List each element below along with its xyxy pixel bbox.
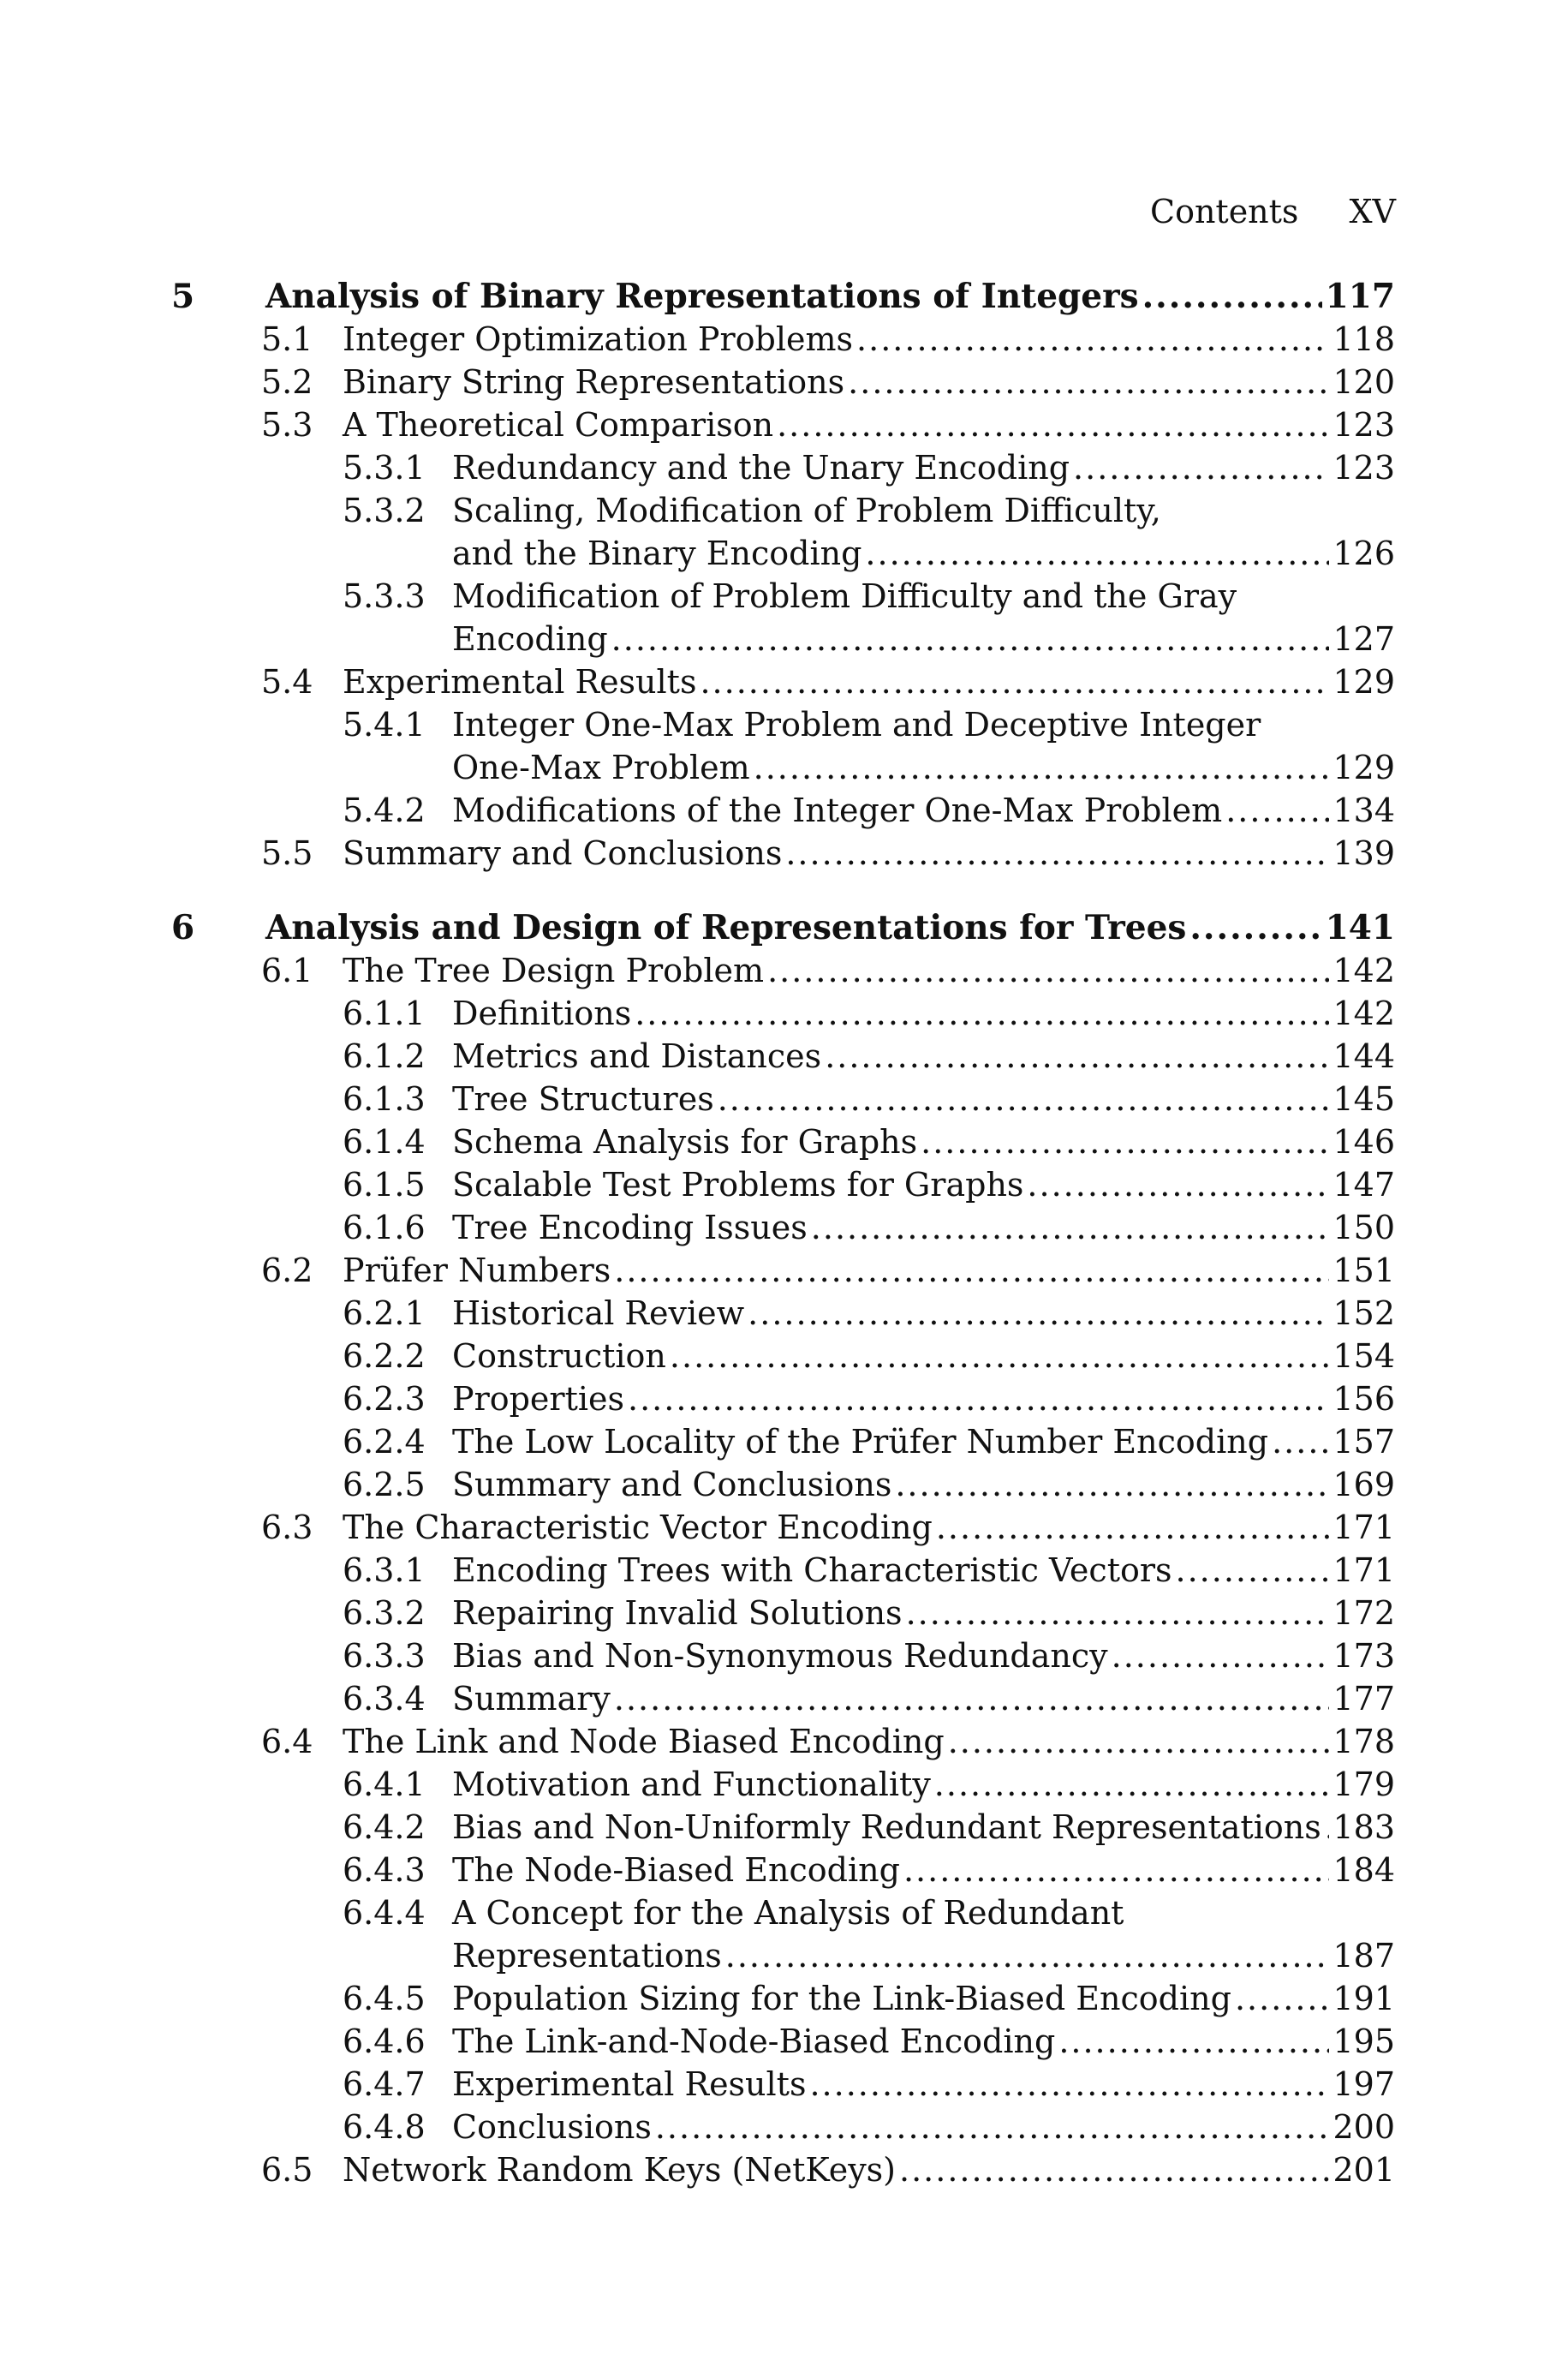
entry-page-number: 156 (1333, 1380, 1395, 1418)
entry-line (452, 2063, 1395, 2106)
entry-title: Prüfer Numbers (343, 1252, 611, 1289)
entry-line (452, 1377, 1395, 1420)
entry-page-number: 145 (1333, 1080, 1395, 1118)
entry-line (452, 992, 1395, 1035)
entry-line (265, 275, 1395, 318)
entry-number: 5.3.3 (343, 577, 426, 615)
entry-title: The Node-Biased Encoding (452, 1851, 900, 1889)
entry-page-number: 126 (1333, 535, 1395, 572)
entry-line (452, 1463, 1395, 1506)
entry-number: 6.4.3 (343, 1851, 426, 1889)
dot-leader (895, 1463, 1329, 1506)
entry-line (452, 2106, 1395, 2148)
entry-line (343, 949, 1395, 992)
entry-page-number: 195 (1333, 2022, 1395, 2060)
entry-page-number: 147 (1333, 1166, 1395, 1204)
entry-line (343, 1506, 1395, 1549)
section-entry (0, 949, 1568, 992)
entry-line (343, 2148, 1395, 2191)
dot-leader (785, 832, 1329, 875)
dot-leader (777, 403, 1329, 446)
entry-title: Summary and Conclusions (452, 1466, 892, 1503)
subsection-entry (0, 1634, 1568, 1677)
dot-leader (1058, 2020, 1329, 2063)
dot-leader (611, 618, 1330, 660)
entry-line (452, 1420, 1395, 1463)
section-entry (0, 1506, 1568, 1549)
entry-page-number: 201 (1333, 2151, 1395, 2189)
entry-line (452, 1763, 1395, 1806)
subsection-entry (0, 1120, 1568, 1163)
entry-page-number: 120 (1333, 363, 1395, 401)
dot-leader (628, 1377, 1329, 1420)
dot-leader (670, 1335, 1330, 1377)
entry-number: 6.4.2 (343, 1808, 426, 1846)
subsection-entry (0, 2020, 1568, 2063)
subsection-entry (0, 532, 1568, 575)
entry-number: 6.4.6 (343, 2022, 426, 2060)
entry-number: 6.2.2 (343, 1337, 426, 1375)
entry-title: Bias and Non-Uniformly Redundant Representations (452, 1808, 1321, 1846)
dot-leader (754, 746, 1330, 789)
entry-number: 5.3 (261, 406, 313, 444)
entry-page-number: 171 (1333, 1551, 1395, 1589)
entry-title: Redundancy and the Unary Encoding (452, 449, 1070, 487)
entry-line (452, 1549, 1395, 1592)
entry-number: 5.5 (261, 834, 313, 872)
entry-number: 6.4.5 (343, 1980, 426, 2017)
dot-leader (718, 1078, 1330, 1120)
entry-title: The Link and Node Biased Encoding (343, 1723, 945, 1760)
subsection-entry (0, 1977, 1568, 2020)
entry-number: 6.2 (261, 1252, 313, 1289)
entry-title: Bias and Non-Synonymous Redundancy (452, 1637, 1108, 1675)
entry-title: The Tree Design Problem (343, 952, 765, 989)
entry-number: 5 (171, 277, 195, 316)
entry-line (265, 906, 1395, 949)
dot-leader (825, 1035, 1329, 1078)
entry-page-number: 183 (1333, 1808, 1395, 1846)
subsection-entry (0, 992, 1568, 1035)
entry-page-number: 191 (1333, 1980, 1395, 2017)
entry-title: The Link-and-Node-Biased Encoding (452, 2022, 1056, 2060)
dot-leader (1272, 1420, 1329, 1463)
entry-number: 6.2.3 (343, 1380, 426, 1418)
subsection-entry (0, 1463, 1568, 1506)
entry-page-number: 117 (1325, 277, 1395, 316)
subsection-entry (0, 618, 1568, 660)
section-entry (0, 1249, 1568, 1292)
entry-page-number: 151 (1333, 1252, 1395, 1289)
entry-page-number: 144 (1333, 1037, 1395, 1075)
section-entry (0, 318, 1568, 361)
entry-page-number: 178 (1333, 1723, 1395, 1760)
entry-title: Schema Analysis for Graphs (452, 1123, 918, 1161)
entry-line (452, 489, 1395, 532)
entry-title: Metrics and Distances (452, 1037, 822, 1075)
dot-leader (936, 1506, 1330, 1549)
entry-number: 5.4.2 (343, 792, 426, 829)
entry-line (452, 1677, 1395, 1720)
entry-line (452, 1934, 1395, 1977)
entry-number: 6.4 (261, 1723, 313, 1760)
entry-line (452, 1078, 1395, 1120)
entry-number: 6.1.3 (343, 1080, 426, 1118)
dot-leader (811, 1206, 1330, 1249)
entry-line (452, 2020, 1395, 2063)
running-header-label: Contents (1150, 193, 1299, 230)
dot-leader (809, 2063, 1329, 2106)
entry-page-number: 200 (1333, 2108, 1395, 2146)
subsection-entry (0, 1849, 1568, 1891)
entry-number: 6.1.6 (343, 1209, 426, 1246)
dot-leader (635, 992, 1329, 1035)
entry-page-number: 150 (1333, 1209, 1395, 1246)
page-number: XV (1349, 193, 1396, 230)
entry-title: Scalable Test Problems for Graphs (452, 1166, 1024, 1204)
entry-page-number: 179 (1333, 1766, 1395, 1803)
entry-title: Network Random Keys (NetKeys) (343, 2151, 896, 2189)
dot-leader (899, 2148, 1329, 2191)
entry-title: A Theoretical Comparison (343, 406, 774, 444)
subsection-entry (0, 1035, 1568, 1078)
entry-page-number: 142 (1333, 995, 1395, 1032)
entry-title: and the Binary Encoding (452, 535, 862, 572)
entry-number: 6.1 (261, 952, 313, 989)
entry-number: 5.4 (261, 663, 313, 701)
entry-page-number: 187 (1333, 1937, 1395, 1975)
entry-line (452, 1163, 1395, 1206)
subsection-entry (0, 703, 1568, 746)
entry-line (343, 318, 1395, 361)
dot-leader (921, 1120, 1329, 1163)
entry-page-number: 177 (1333, 1680, 1395, 1718)
entry-number: 5.1 (261, 320, 313, 358)
entry-line (343, 361, 1395, 403)
entry-page-number: 123 (1333, 406, 1395, 444)
dot-leader (1225, 789, 1329, 832)
entry-page-number: 184 (1333, 1851, 1395, 1889)
entry-title: Properties (452, 1380, 625, 1418)
entry-title: Motivation and Functionality (452, 1766, 931, 1803)
dot-leader (725, 1934, 1330, 1977)
entry-page-number: 129 (1333, 663, 1395, 701)
entry-page-number: 139 (1333, 834, 1395, 872)
entry-number: 6.1.5 (343, 1166, 426, 1204)
dot-leader (1235, 1977, 1330, 2020)
entry-title: Binary String Representations (343, 363, 845, 401)
subsection-entry (0, 2063, 1568, 2106)
entry-page-number: 152 (1333, 1294, 1395, 1332)
entry-page-number: 173 (1333, 1637, 1395, 1675)
entry-page-number: 197 (1333, 2065, 1395, 2103)
dot-leader (848, 361, 1329, 403)
entry-line (452, 1120, 1395, 1163)
entry-line (452, 1634, 1395, 1677)
entry-line (452, 1335, 1395, 1377)
entry-line (343, 1720, 1395, 1763)
subsection-entry (0, 575, 1568, 618)
dot-leader (1112, 1634, 1330, 1677)
entry-title: Representations (452, 1937, 722, 1975)
dot-leader (614, 1249, 1329, 1292)
dot-leader (614, 1677, 1330, 1720)
subsection-entry (0, 1806, 1568, 1849)
entry-number: 6 (171, 908, 195, 947)
dot-leader (1073, 446, 1329, 489)
entry-number: 6.4.7 (343, 2065, 426, 2103)
dot-leader (700, 660, 1329, 703)
entry-line (343, 832, 1395, 875)
entry-line (343, 403, 1395, 446)
entry-number: 6.4.4 (343, 1894, 426, 1932)
entry-page-number: 154 (1333, 1337, 1395, 1375)
entry-title: Encoding Trees with Characteristic Vectors (452, 1551, 1172, 1589)
entry-page-number: 169 (1333, 1466, 1395, 1503)
dot-leader (767, 949, 1329, 992)
subsection-entry (0, 1377, 1568, 1420)
entry-page-number: 127 (1333, 620, 1395, 658)
subsection-entry (0, 1292, 1568, 1335)
dot-leader (856, 318, 1329, 361)
entry-title: Repairing Invalid Solutions (452, 1594, 903, 1632)
dot-leader (1189, 906, 1321, 949)
subsection-entry (0, 789, 1568, 832)
entry-title: Tree Structures (452, 1080, 714, 1118)
entry-number: 6.2.4 (343, 1423, 426, 1461)
entry-number: 6.4.1 (343, 1766, 426, 1803)
entry-number: 6.3 (261, 1509, 313, 1546)
entry-title: Tree Encoding Issues (452, 1209, 808, 1246)
subsection-entry (0, 1206, 1568, 1249)
entry-page-number: 123 (1333, 449, 1395, 487)
subsection-entry (0, 1420, 1568, 1463)
entry-line (452, 1977, 1395, 2020)
entry-page-number: 146 (1333, 1123, 1395, 1161)
entry-title: Modification of Problem Difficulty and the Gray (452, 577, 1237, 615)
entry-title: The Characteristic Vector Encoding (343, 1509, 933, 1546)
subsection-entry (0, 2106, 1568, 2148)
entry-number: 6.2.1 (343, 1294, 426, 1332)
section-entry (0, 832, 1568, 875)
section-entry (0, 660, 1568, 703)
entry-title: Historical Review (452, 1294, 745, 1332)
entry-title: Integer One-Max Problem and Deceptive Integer (452, 706, 1261, 744)
entry-title: Encoding (452, 620, 608, 658)
dot-leader (948, 1720, 1330, 1763)
entry-number: 5.3.2 (343, 492, 426, 529)
entry-number: 6.1.1 (343, 995, 426, 1032)
section-entry (0, 403, 1568, 446)
subsection-entry (0, 1163, 1568, 1206)
entry-number: 5.4.1 (343, 706, 426, 744)
entry-page-number: 171 (1333, 1509, 1395, 1546)
entry-title: Experimental Results (452, 2065, 807, 2103)
entry-line (452, 618, 1395, 660)
entry-line (452, 446, 1395, 489)
dot-leader (1325, 1806, 1330, 1849)
entry-line (452, 1891, 1395, 1934)
entry-number: 6.3.3 (343, 1637, 426, 1675)
entry-line (452, 1592, 1395, 1634)
entry-line (452, 532, 1395, 575)
subsection-entry (0, 1677, 1568, 1720)
entry-line (452, 575, 1395, 618)
entry-title: Modifications of the Integer One-Max Problem (452, 792, 1223, 829)
section-entry (0, 1720, 1568, 1763)
entry-title: Population Sizing for the Link-Biased Encoding (452, 1980, 1231, 2017)
entry-line (452, 789, 1395, 832)
entry-title: Scaling, Modification of Problem Difficulty, (452, 492, 1161, 529)
entry-title: Experimental Results (343, 663, 697, 701)
entry-line (452, 1806, 1395, 1849)
entry-number: 6.4.8 (343, 2108, 426, 2146)
dot-leader (1027, 1163, 1329, 1206)
dot-leader (1142, 275, 1322, 318)
entry-number: 6.5 (261, 2151, 313, 2189)
subsection-entry (0, 489, 1568, 532)
subsection-entry (0, 446, 1568, 489)
dot-leader (903, 1849, 1330, 1891)
dot-leader (748, 1292, 1329, 1335)
chapter-entry (0, 906, 1568, 949)
subsection-entry (0, 1891, 1568, 1934)
entry-page-number: 142 (1333, 952, 1395, 989)
entry-title: Definitions (452, 995, 632, 1032)
dot-leader (906, 1592, 1330, 1634)
subsection-entry (0, 1934, 1568, 1977)
entry-title: Analysis and Design of Representations for Trees (265, 908, 1187, 947)
entry-number: 6.3.2 (343, 1594, 426, 1632)
entry-line (343, 1249, 1395, 1292)
subsection-entry (0, 1078, 1568, 1120)
subsection-entry (0, 1763, 1568, 1806)
entry-title: A Concept for the Analysis of Redundant (452, 1894, 1124, 1932)
entry-page-number: 134 (1333, 792, 1395, 829)
dot-leader (865, 532, 1329, 575)
dot-leader (655, 2106, 1330, 2148)
subsection-entry (0, 1592, 1568, 1634)
entry-number: 6.1.4 (343, 1123, 426, 1161)
entry-line (452, 1206, 1395, 1249)
entry-title: The Low Locality of the Prüfer Number Encoding (452, 1423, 1269, 1461)
entry-number: 6.2.5 (343, 1466, 426, 1503)
section-entry (0, 2148, 1568, 2191)
entry-title: Integer Optimization Problems (343, 320, 854, 358)
entry-title: One-Max Problem (452, 749, 750, 786)
entry-line (452, 1292, 1395, 1335)
entry-page-number: 157 (1333, 1423, 1395, 1461)
entry-page-number: 172 (1333, 1594, 1395, 1632)
entry-number: 5.2 (261, 363, 313, 401)
entry-title: Conclusions (452, 2108, 652, 2146)
entry-number: 6.1.2 (343, 1037, 426, 1075)
entry-number: 6.3.1 (343, 1551, 426, 1589)
subsection-entry (0, 746, 1568, 789)
entry-page-number: 129 (1333, 749, 1395, 786)
entry-number: 5.3.1 (343, 449, 426, 487)
entry-page-number: 118 (1333, 320, 1395, 358)
entry-line (452, 1849, 1395, 1891)
entry-line (452, 1035, 1395, 1078)
running-header (1150, 190, 1396, 233)
entry-title: Construction (452, 1337, 666, 1375)
subsection-entry (0, 1549, 1568, 1592)
dot-leader (934, 1763, 1330, 1806)
entry-page-number: 141 (1325, 908, 1395, 947)
entry-title: Summary and Conclusions (343, 834, 783, 872)
subsection-entry (0, 1335, 1568, 1377)
dot-leader (1176, 1549, 1330, 1592)
entry-line (452, 703, 1395, 746)
entry-line (343, 660, 1395, 703)
entry-title: Analysis of Binary Representations of Integers (265, 277, 1139, 316)
entry-number: 6.3.4 (343, 1680, 426, 1718)
section-entry (0, 361, 1568, 403)
chapter-entry (0, 275, 1568, 318)
entry-line (452, 746, 1395, 789)
entry-title: Summary (452, 1680, 611, 1718)
